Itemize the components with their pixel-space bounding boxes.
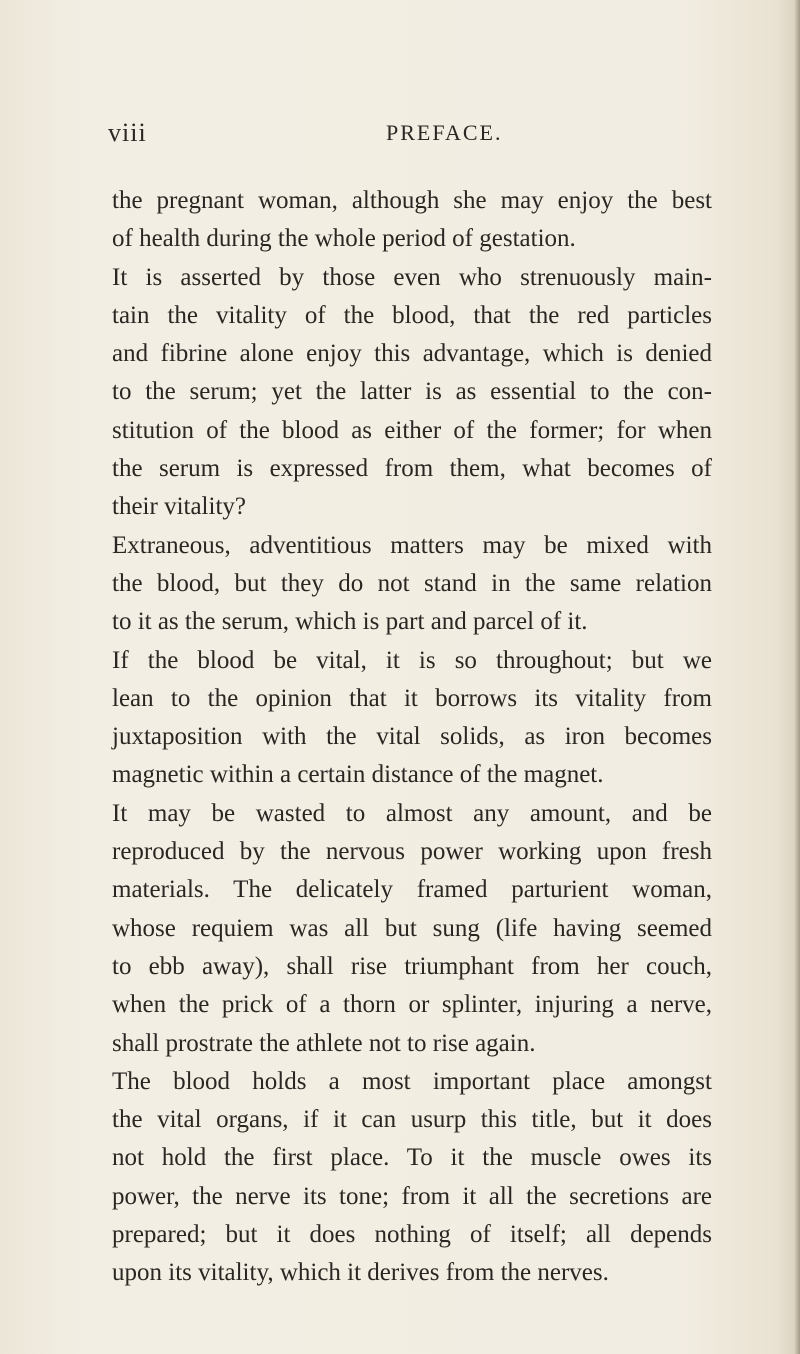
text-line: the vital organs, if it can usurp this title, but it does (112, 1106, 712, 1134)
text-line: juxtaposition with the vital solids, as iron becomes (112, 723, 712, 751)
text-line: whose requiem was all but sung (life having seemed (112, 914, 712, 942)
text-line: and fibrine alone enjoy this advantage, which is denied (112, 340, 712, 368)
text-line: tain the vitality of the blood, that the red particles (112, 301, 712, 329)
text-line: It is asserted by those even who strenuously main- (112, 263, 712, 291)
text-line: the pregnant woman, although she may enjoy the best (112, 187, 712, 214)
text-line: materials. The delicately framed parturient woman, (112, 876, 712, 904)
text-line: the serum is expressed from them, what becomes of (112, 455, 712, 483)
text-line: the blood, but they do not stand in the same relation (112, 569, 712, 597)
text-line: when the prick of a thorn or splinter, injuring a nerve, (112, 991, 712, 1019)
text-line: If the blood be vital, it is so throughout; but we (112, 646, 712, 674)
text-line: lean to the opinion that it borrows its vitality from (112, 684, 712, 712)
text-line: of health during the whole period of gestation. (112, 225, 576, 253)
text-line: not hold the first place. To it the muscle owes its (112, 1144, 712, 1172)
text-line: to ebb away), shall rise triumphant from her couch, (112, 952, 712, 980)
text-line: stitution of the blood as either of the former; for when (112, 416, 712, 444)
page-edge-shadow (794, 0, 800, 1354)
text-line: The blood holds a most important place amongst (112, 1067, 712, 1095)
text-line: power, the nerve its tone; from it all the secretions are (112, 1182, 712, 1210)
text-line: their vitality? (112, 493, 246, 521)
text-line: to it as the serum, which is part and parcel of it. (112, 608, 588, 636)
text-line: prepared; but it does nothing of itself; all depends (112, 1221, 712, 1249)
page-header (108, 118, 718, 158)
text-line: Extraneous, adventitious matters may be mixed with (112, 531, 712, 559)
text-line: to the serum; yet the latter is as essential to the con- (112, 378, 712, 406)
text-line: reproduced by the nervous power working upon fresh (112, 838, 712, 866)
text-line: upon its vitality, which it derives from the nerves. (112, 1259, 609, 1287)
text-line: shall prostrate the athlete not to rise again. (112, 1029, 536, 1057)
body-text (112, 182, 712, 1293)
page-number: viii (108, 118, 147, 147)
text-line: It may be wasted to almost any amount, and be (112, 799, 712, 827)
running-head: PREFACE. (386, 120, 503, 145)
text-line: magnetic within a certain distance of the magnet. (112, 761, 604, 789)
